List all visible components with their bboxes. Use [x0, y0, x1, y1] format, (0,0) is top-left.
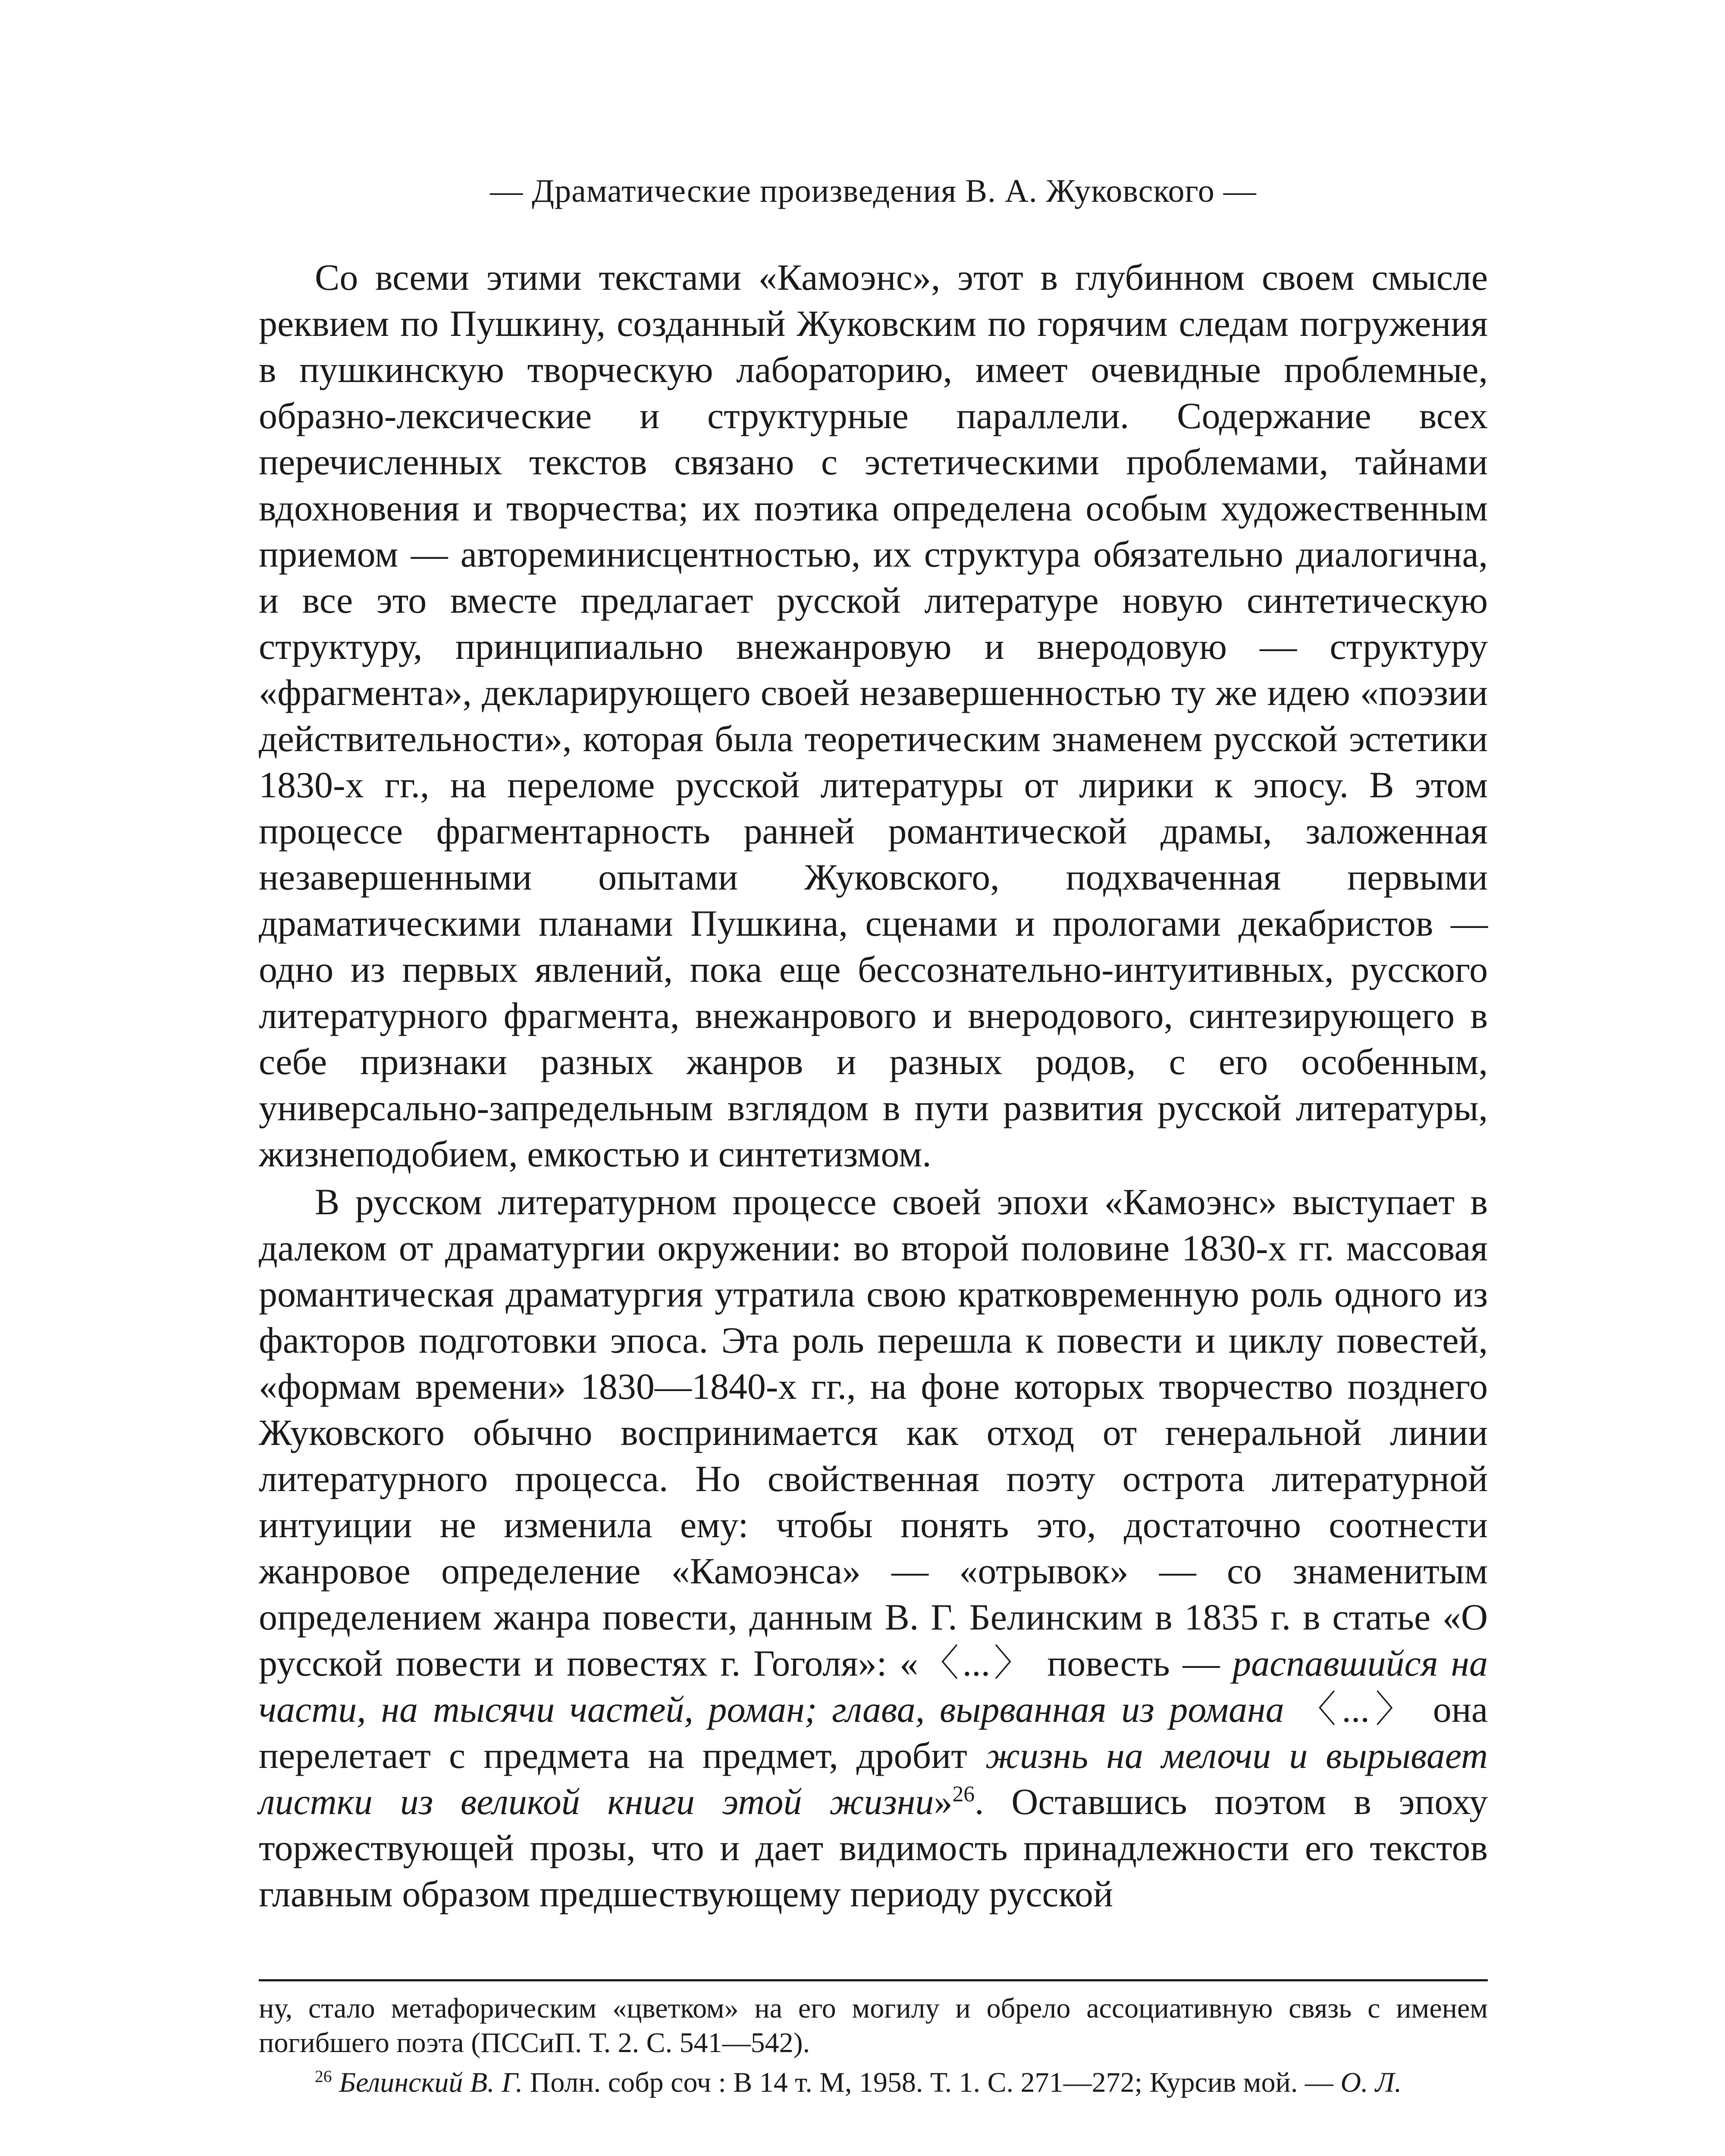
text-run: [332, 2067, 339, 2098]
paragraph: [259, 1179, 1488, 1917]
footnote-divider: [259, 1979, 1488, 1981]
italic-text: Белинский В. Г.: [339, 2067, 523, 2098]
text-run: В русском литературном процессе своей эпохи «Камоэнс» выступает в далеком от драматургии окружении: во второй половине 1830-х гг. массовая романтическая драматургия утратила свою кратковременную роль одного из факторов подготовки эпоса. Эта роль перешла к повести и циклу повестей, «формам времени» 1830—1840-х гг., на фоне которых творчество позднего Жуковского обычно воспринимается как отход от генеральной линии литературного процесса. Но свойственная поэту острота литературной интуиции не изменила ему: чтобы понять это, достаточно соотнести жанровое определение «Камоэнса» — «отрывок» — со знаменитым определением жанра повести, данным В. Г. Белинским в 1835 г. в статье «О русской повести и повестях г. Гоголя»: «〈...〉 повесть —: [259, 1181, 1488, 1684]
footnote-ref: 26: [315, 2067, 332, 2086]
text-run: . Оставшись поэтом в эпоху торжествующей прозы, что и дает видимость принадлежности его текстов главным образом предшествующему периоду русской: [259, 1781, 1488, 1915]
text-run: Со всеми этими текстами «Камоэнс», этот в глубинном своем смысле реквием по Пушкину, созданный Жуковским по горячим следам погружения в пушкинскую творческую лабораторию, имеет очевидные проблемные, образно-лексические и структурные параллели. Содержание всех перечисленных текстов связано с эстетическими проблемами, тайнами вдохновения и творчества; их поэтика определена особым художественным приемом — автореминисцентностью, их структура обязательно диалогична, и все это вместе предлагает русской литературе новую синтетическую структуру, принципиально внежанровую и внеродовую — структуру «фрагмента», декларирующего своей незавершенностью ту же идею «поэзии действительности», которая была теоретическим знаменем русской эстетики 1830-х гг., на переломе русской литературы от лирики к эпосу. В этом процессе фрагментарность ранней романтической драмы, заложенная незавершенными опытами Жуковского, подхваченная первыми драматическими планами Пушкина, сценами и прологами декабристов — одно из первых явлений, пока еще бессознательно-интуитивных, русского литературного фрагмента, внежанрового и внеродового, синтезирующего в себе признаки разных жанров и разных родов, с его особенным, универсально-запредельным взглядом в пути развития русской литературы, жизнеподобием, емкостью и синтетизмом.: [259, 257, 1488, 1175]
paragraph: [259, 254, 1488, 1177]
footnote-continuation: [259, 1991, 1488, 2060]
footnotes: [259, 1991, 1488, 2100]
text-run: 〈...〉 она перелетает с предмета на предмет, дробит: [259, 1689, 1488, 1776]
footnote-26: [259, 2065, 1488, 2100]
italic-text: жизнь на мелочи и вырывает листки из великой книги этой жизни: [259, 1735, 1488, 1822]
italic-text: распавшийся на части, на тысячи частей, роман; глава, вырванная из романа: [259, 1642, 1488, 1730]
text-run: Полн. собр соч : В 14 т. М, 1958. Т. 1. С. 271—272; Курсив мой. —: [523, 2067, 1341, 2098]
running-title: — Драматические произведения В. А. Жуковского —: [490, 173, 1257, 209]
main-text: [259, 254, 1488, 1917]
footnote-ref: 26: [952, 1782, 975, 1807]
italic-text: О. Л.: [1340, 2067, 1402, 2098]
text-run: ну, стало метафорическим «цветком» на его могилу и обрело ассоциативную связь с именем погибшего поэта (ПССиП. Т. 2. С. 541—542).: [259, 1993, 1488, 2059]
text-run: »: [934, 1781, 953, 1822]
